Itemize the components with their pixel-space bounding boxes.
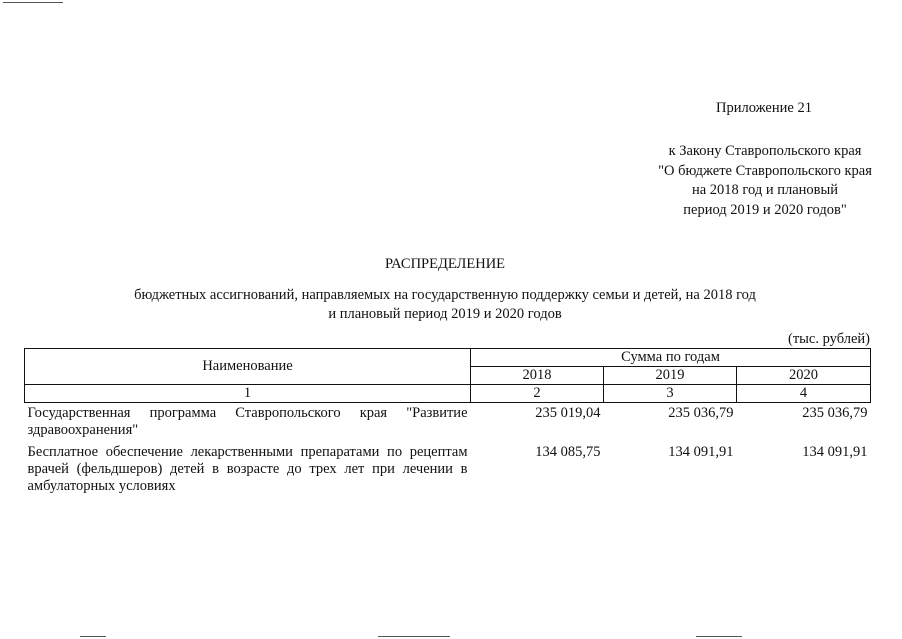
appendix-number: Приложение 21	[716, 100, 812, 116]
scan-artifact-bottom-3	[696, 636, 742, 637]
row-value: 235 036,79	[668, 405, 734, 421]
law-reference-line: на 2018 год и плановый	[691, 182, 839, 198]
column-numbering	[25, 385, 871, 403]
document-subtitle	[0, 286, 890, 324]
row-name: Бесплатное обеспечение лекарственными препаратами по рецептам врачей (фельдшеров) детей в возрасте до трех лет при лечении в амбулаторных условиях	[27, 444, 468, 494]
row-value: 134 091,91	[802, 444, 868, 460]
scan-artifact-top	[3, 2, 63, 3]
law-reference-line: период 2019 и 2020 годов"	[683, 201, 847, 218]
table-row	[25, 403, 871, 443]
document-subtitle-line: бюджетных ассигнований, направляемых на государственную поддержку семьи и детей, на 2018 год	[134, 287, 756, 303]
header-name: Наименование	[25, 349, 471, 385]
column-number: 3	[604, 385, 737, 403]
law-reference-line: "О бюджете Ставропольского края	[658, 162, 872, 179]
row-name: Государственная программа Ставропольского края "Развитие здравоохранения"	[27, 405, 468, 438]
column-number: 1	[25, 385, 471, 403]
law-reference	[640, 142, 890, 220]
law-reference-line: к Закону Ставропольского края	[668, 143, 862, 159]
table-header	[25, 349, 871, 385]
row-value: 134 091,91	[668, 444, 734, 460]
header-year: 2020	[737, 367, 871, 385]
budget-allocation-table	[24, 348, 871, 498]
unit-note: (тыс. рублей)	[788, 331, 870, 347]
row-value: 235 036,79	[802, 405, 868, 421]
row-value: 134 085,75	[535, 444, 601, 460]
table-row	[25, 442, 871, 498]
document-subtitle-line: и плановый период 2019 и 2020 годов	[328, 306, 562, 322]
header-year: 2018	[471, 367, 604, 385]
header-sum-by-years: Сумма по годам	[471, 349, 871, 367]
scan-artifact-bottom-1	[80, 636, 106, 637]
header-year: 2019	[604, 367, 737, 385]
document-title: РАСПРЕДЕЛЕНИЕ	[384, 256, 506, 272]
column-number: 4	[737, 385, 871, 403]
table-body	[25, 403, 871, 499]
column-number: 2	[471, 385, 604, 403]
scan-artifact-bottom-2	[378, 636, 450, 637]
row-value: 235 019,04	[535, 405, 601, 421]
